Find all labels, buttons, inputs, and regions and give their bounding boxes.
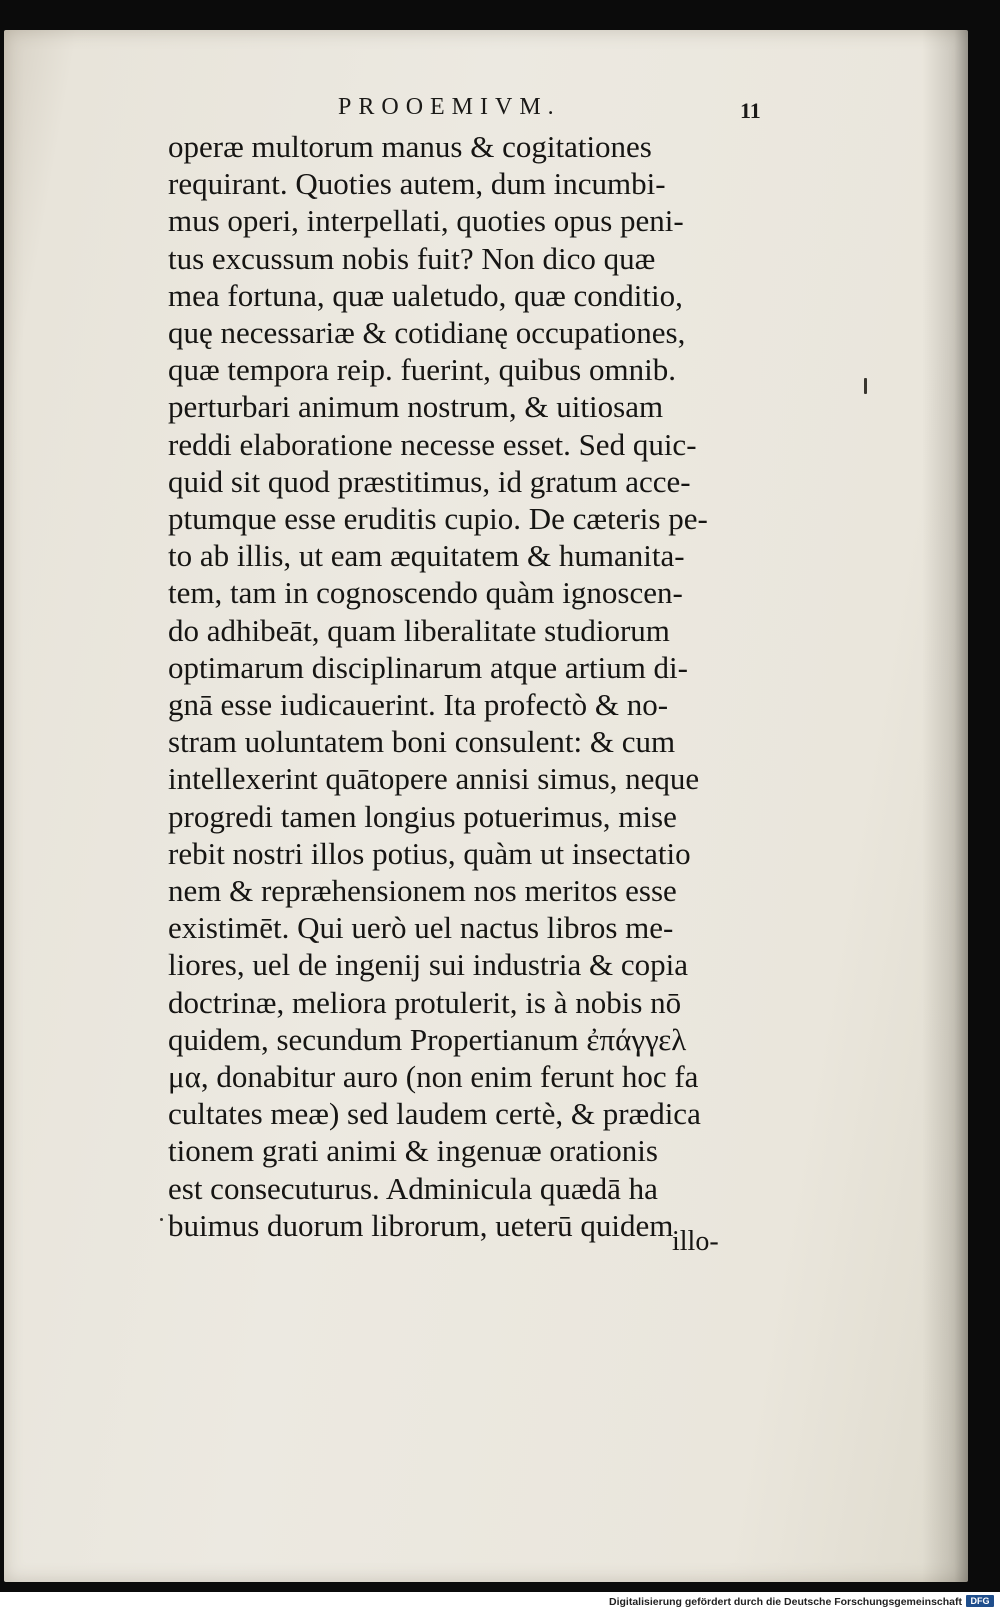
catchword: illo-	[672, 1226, 719, 1257]
text-line: intellexerint quātopere annisi simus, neque	[168, 761, 700, 797]
text-line: buimus duorum librorum, ueterū quidem	[168, 1207, 674, 1243]
text-line: operæ multorum manus & cogitationes	[168, 129, 652, 164]
text-line: tus excussum nobis fuit? Non dico quæ	[168, 240, 656, 276]
dfg-logo: DFG	[966, 1595, 994, 1607]
text-line: requirant. Quoties autem, dum incumbi-	[168, 166, 666, 202]
text-line: quæ tempora reip. fuerint, quibus omnib.	[168, 352, 676, 388]
text-line: quę necessariæ & cotidianę occupationes,	[168, 315, 686, 351]
text-line: tem, tam in cognoscendo quàm ignoscen-	[168, 575, 683, 611]
text-line: est consecuturus. Adminicula quædā ha	[168, 1170, 658, 1206]
running-head: PROOEMIVM.	[338, 94, 561, 120]
text-line: ptumque esse eruditis cupio. De cæteris pe-	[168, 501, 708, 537]
text-line: μα, donabitur auro (non enim ferunt hoc fa	[168, 1059, 699, 1095]
text-line: quidem, secundum Propertianum ἐπάγγελ	[168, 1021, 687, 1057]
text-line: stram uoluntatem boni consulent: & cum	[168, 724, 676, 760]
text-line: mus operi, interpellati, quoties opus peni-	[168, 203, 684, 239]
folio-number: 11	[740, 98, 761, 123]
text-line: liores, uel de ingenij sui industria & copia	[168, 947, 689, 983]
text-line: progredi tamen longius potuerimus, mise	[168, 798, 677, 834]
text-line: optimarum disciplinarum atque artium di-	[168, 649, 688, 685]
text-line: existimēt. Qui uerò uel nactus libros me-	[168, 910, 674, 946]
text-line: doctrinæ, meliora protulerit, is à nobis nō	[168, 984, 682, 1020]
text-line: to ab illis, ut eam æquitatem & humanita-	[168, 538, 685, 574]
text-line: perturbari animum nostrum, & uitiosam	[168, 389, 664, 425]
paper-speck	[864, 378, 867, 394]
digitization-credit: Digitalisierung gefördert durch die Deutsche Forschungsgemeinschaft	[609, 1596, 962, 1608]
text-line: rebit nostri illos potius, quàm ut insectatio	[168, 835, 691, 871]
text-line: nem & repræhensionem nos meritos esse	[168, 873, 677, 909]
text-line: reddi elaboratione necesse esset. Sed quic-	[168, 426, 697, 462]
text-line: cultates meæ) sed laudem certè, & prædica	[168, 1096, 701, 1132]
text-line: mea fortuna, quæ ualetudo, quæ conditio,	[168, 277, 683, 313]
text-line: tionem grati animi & ingenuæ orationis	[168, 1133, 658, 1169]
text-line: quid sit quod præstitimus, id gratum acce-	[168, 463, 691, 499]
body-text	[168, 128, 758, 1244]
text-line: gnā esse iudicauerint. Ita profectò & no-	[168, 687, 669, 723]
text-line: do adhibeāt, quam liberalitate studiorum	[168, 612, 670, 648]
paper-speck	[160, 1218, 163, 1221]
page-gutter-shadow	[922, 30, 968, 1582]
